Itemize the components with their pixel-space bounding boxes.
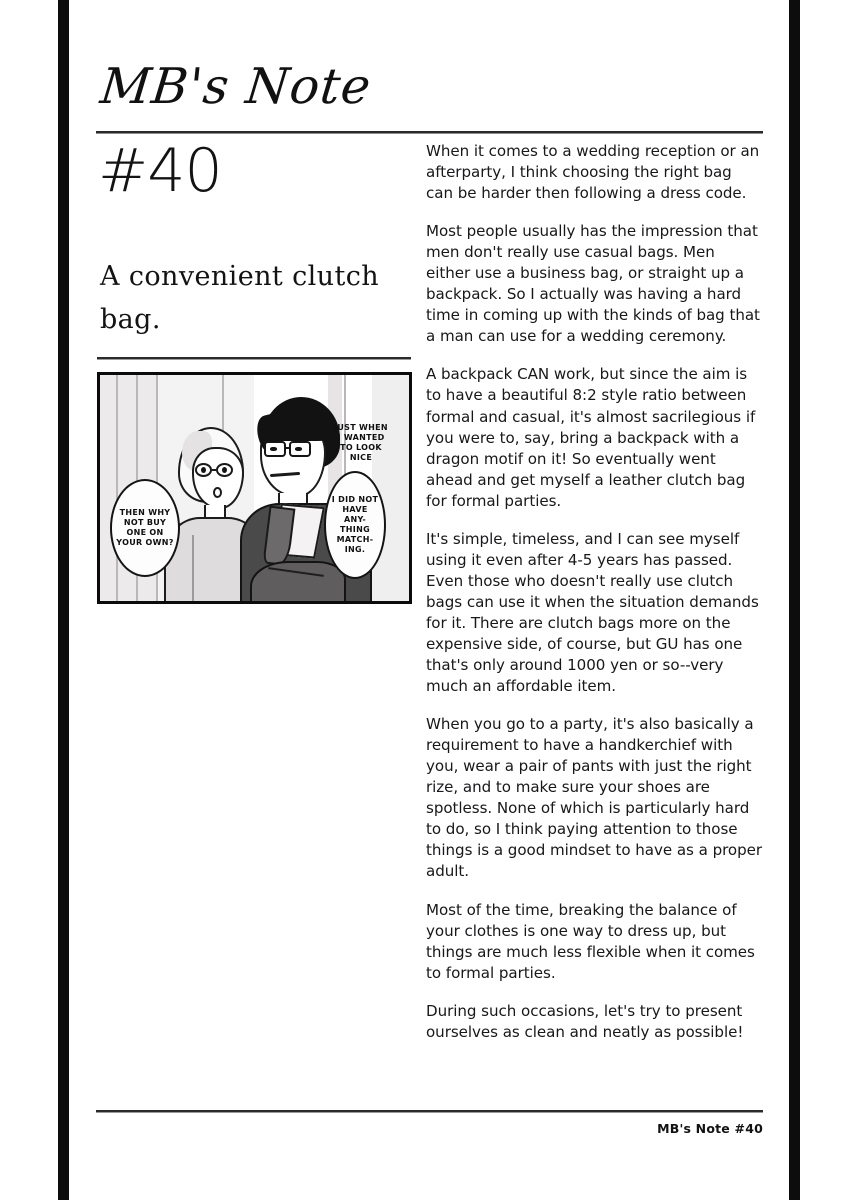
speech-bubble-woman: THEN WHY NOT BUY ONE ON YOUR OWN? bbox=[110, 479, 180, 577]
masthead-title: MB's Note bbox=[97, 58, 375, 115]
comic-panel bbox=[97, 372, 412, 604]
article-paragraph-1: When it comes to a wedding reception or an afterparty, I think choosing the right bag can be harder then following a dress code. bbox=[426, 142, 760, 203]
speech-bubble-man-top: JUST WHEN I WANTED TO LOOK NICE bbox=[334, 423, 388, 462]
woman-eye-left bbox=[201, 467, 206, 473]
page-right-margin-bar bbox=[789, 0, 800, 1200]
article-paragraph-5: When you go to a party, it's also basically a requirement to have a handkerchief with you, wear a pair of pants with just the right rize, and to make sure your shoes are spotless. None of which is particularly hard to do, so I think paying attention to those things is a good mindset to have as a proper adult. bbox=[426, 715, 763, 881]
speech-bubble-man-bottom: I DID NOT HAVE ANY- THING MATCH- ING. bbox=[324, 471, 386, 579]
page-left-margin-bar bbox=[58, 0, 69, 1200]
masthead-divider bbox=[96, 131, 763, 134]
subtitle-divider bbox=[97, 357, 411, 360]
footer-label: MB's Note #40 bbox=[657, 1121, 763, 1136]
man-glasses-bridge bbox=[286, 447, 291, 449]
woman-eye-right bbox=[222, 467, 227, 473]
man-eye-left bbox=[270, 447, 277, 451]
issue-number: #40 bbox=[98, 136, 222, 206]
article-subtitle: A convenient clutch bag. bbox=[100, 261, 380, 335]
comic-panel-artwork bbox=[100, 375, 409, 601]
man-crossed-arms bbox=[250, 561, 346, 604]
footer-divider bbox=[96, 1110, 763, 1113]
woman-face bbox=[192, 447, 244, 509]
article-paragraph-3: A backpack CAN work, but since the aim is to have a beautiful 8:2 style ratio between formal and casual, it's almost sacrilegious if you were to, say, bring a backpack with a dragon motif on it! So eventually went ahead and get myself a leather clutch bag for formal parties. bbox=[426, 365, 756, 510]
woman-clothing-fold bbox=[192, 535, 194, 601]
woman-mouth bbox=[213, 487, 222, 498]
man-eye-right bbox=[295, 447, 302, 451]
woman-glasses-bridge bbox=[212, 469, 216, 471]
background-frame-line-1 bbox=[116, 375, 118, 601]
article-paragraph-6: Most of the time, breaking the balance of your clothes is one way to dress up, but things are much less flexible when it comes to formal parties. bbox=[426, 900, 755, 982]
article-paragraph-2: Most people usually has the impression that men don't really use casual bags. Men either use a business bag, or straight up a backpack. So I actually was having a hard time in coming up with the kinds of bag that a man can use for a wedding ceremony. bbox=[426, 222, 760, 346]
article-paragraph-4: It's simple, timeless, and I can see myself using it even after 4-5 years has passed. Even those who doesn't really use clutch bags can use it when the situation demands for it. There are clutch bags more on the expensive side, of course, but GU has one that's only around 1000 yen or so--very much an affordable item. bbox=[426, 529, 759, 696]
article-body bbox=[426, 141, 763, 1043]
article-paragraph-7: During such occasions, let's try to present ourselves as clean and neatly as possible! bbox=[426, 1001, 744, 1041]
page-content bbox=[96, 0, 763, 1200]
